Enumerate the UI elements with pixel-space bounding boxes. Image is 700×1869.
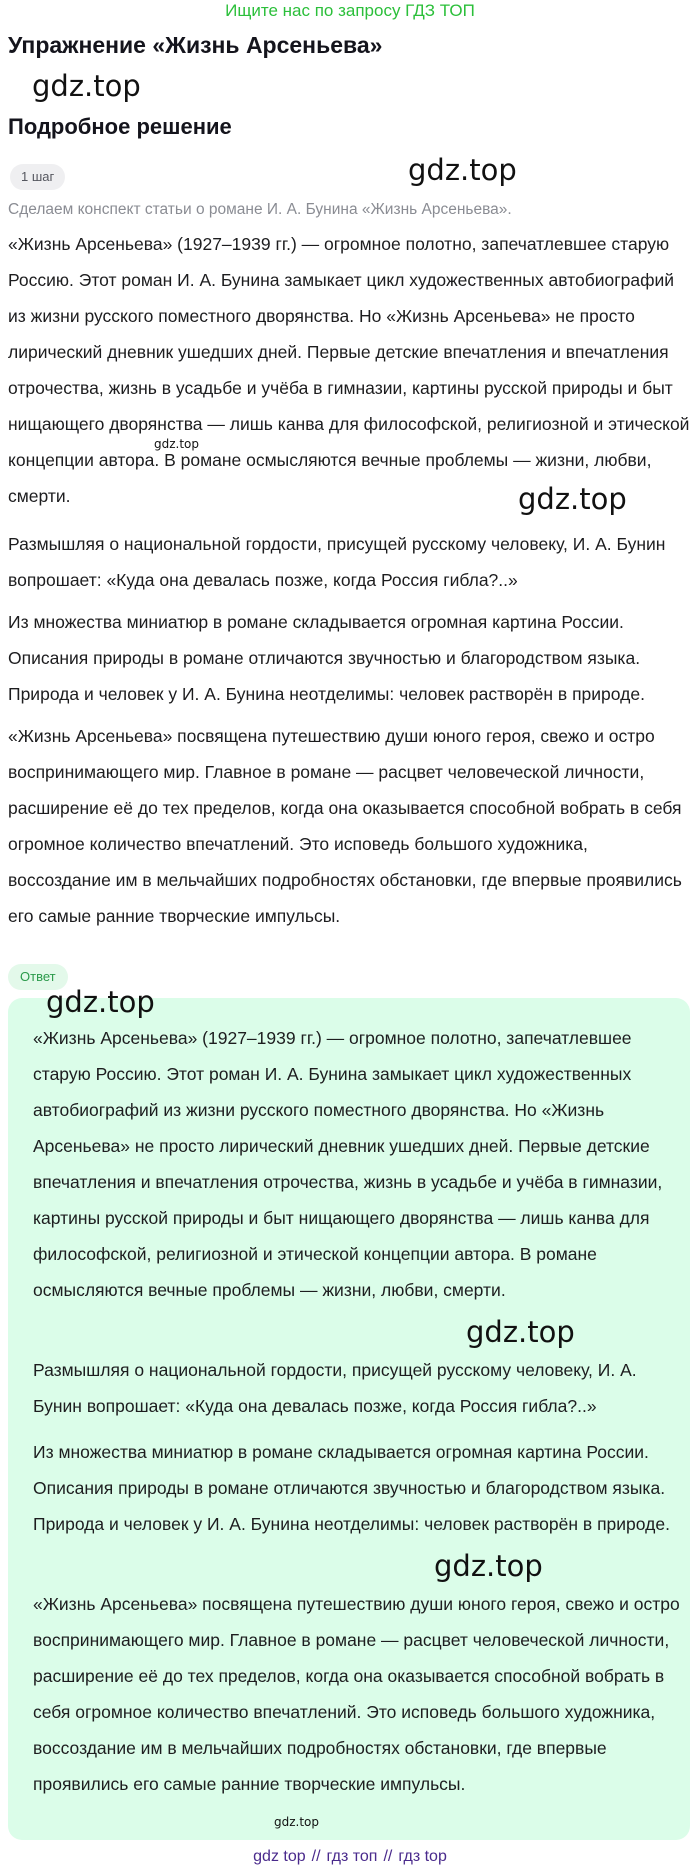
answer-paragraph: «Жизнь Арсеньева» (1927–1939 гг.) — огромное полотно, запечатлевшее старую Россию. Этот роман И. А. Бунина замыкает цикл художественных автобиографий из жизни русского поместного дворянства. Но «Жизнь Арсеньева» не просто лирический дневник ушедших дней. Первые детские впечатления и впечатления отрочества, жизнь в усадьбе и учёба в гимназии, картины русской природы и быт нищающего дворянства — лишь канва для философской, религиозной и этической концепции автора. В романе осмысляются вечные проблемы — жизни, любви, смерти. [33, 1028, 663, 1300]
watermark: gdz.top [434, 1549, 543, 1583]
footer-links [0, 1845, 700, 1869]
solution-paragraph: Из множества миниатюр в романе складывается огромная картина России. Описания природы в романе отличаются звучностью и благородством языка. Природа и человек у И. А. Бунина неотделимы: человек растворён в природе. [8, 612, 645, 704]
top-banner[interactable]: Ищите нас по запросу ГДЗ ТОП [225, 1, 475, 20]
answer-paragraph: Размышляя о национальной гордости, присущей русскому человеку, И. А. Бунин вопрошает: «Куда она девалась позже, когда Россия гибла?..» [33, 1360, 637, 1416]
step-badge: 1 шаг [10, 164, 65, 190]
watermark: gdz.top [274, 1815, 320, 1829]
watermark: gdz.top [518, 482, 627, 516]
answer-paragraph: «Жизнь Арсеньева» посвящена путешествию души юного героя, свежо и остро воспринимающего мир. Главное в романе — расцвет человеческой личности, расширение её до тех пределов, когда она оказывается способной вобрать в себя огромное количество впечатлений. Это исповедь большого художника, воссоздание им в мельчайших подробностях обстановки, где впервые проявились его самые ранние творческие импульсы. [33, 1594, 680, 1794]
answer-paragraph: Из множества миниатюр в романе складывается огромная картина России. Описания природы в романе отличаются звучностью и благородством языка. Природа и человек у И. А. Бунина неотделимы: человек растворён в природе. [33, 1442, 670, 1534]
solution-paragraph: «Жизнь Арсеньева» посвящена путешествию души юного героя, свежо и остро воспринимающего мир. Главное в романе — расцвет человеческой личности, расширение её до тех пределов, когда она оказывается способной вобрать в себя огромное количество впечатлений. Это исповедь большого художника, воссоздание им в мельчайших подробностях обстановки, где впервые проявились его самые ранние творческие импульсы. [8, 726, 682, 926]
watermark: gdz.top [154, 437, 200, 451]
watermark: gdz.top [32, 69, 141, 103]
section-title: Подробное решение [8, 114, 232, 139]
footer-link-gdz-top[interactable]: gdz top [253, 1848, 306, 1865]
solution-paragraph: Размышляя о национальной гордости, присущей русскому человеку, И. А. Бунин вопрошает: «Куда она девалась позже, когда Россия гибла?..» [8, 534, 666, 590]
answer-badge: Ответ [8, 964, 68, 990]
watermark: gdz.top [46, 985, 155, 1019]
watermark: gdz.top [466, 1315, 575, 1349]
footer-link-gdz-top-ru[interactable]: гдз топ [326, 1848, 378, 1865]
footer-separator: // [311, 1848, 321, 1865]
step-intro: Сделаем конспект статьи о романе И. А. Бунина «Жизнь Арсеньева». [8, 201, 512, 218]
solution-paragraph: «Жизнь Арсеньева» (1927–1939 гг.) — огромное полотно, запечатлевшее старую Россию. Этот роман И. А. Бунина замыкает цикл художественных автобиографий из жизни русского поместного дворянства. Но «Жизнь Арсеньева» не просто лирический дневник ушедших дней. Первые детские впечатления и впечатления отрочества, жизнь в усадьбе и учёба в гимназии, картины русской природы и быт нищающего дворянства — лишь канва для философской, религиозной и этической концепции автора. В романе осмысляются вечные проблемы — жизни, любви, смерти. [8, 234, 690, 506]
page-title: Упражнение «Жизнь Арсеньева» [8, 32, 383, 58]
footer-separator: // [383, 1848, 393, 1865]
footer-link-gdz-top-mixed[interactable]: гдз top [398, 1848, 447, 1865]
watermark: gdz.top [408, 153, 517, 187]
